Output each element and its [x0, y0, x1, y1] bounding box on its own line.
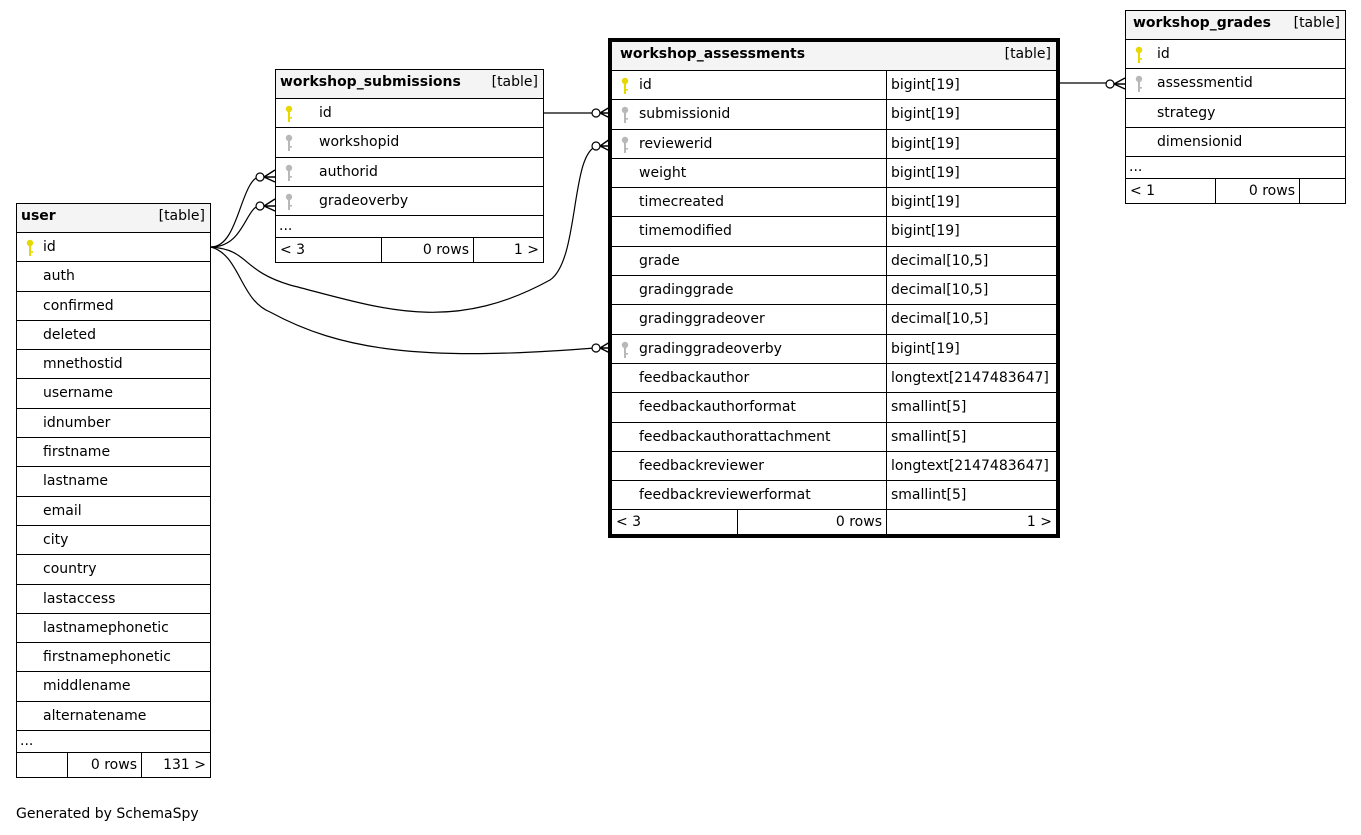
column-row[interactable]	[17, 350, 210, 379]
table-tag: [table]	[1004, 46, 1051, 62]
column-type: decimal[10,5]	[886, 305, 1056, 333]
column-row[interactable]	[612, 423, 1056, 452]
column-name: gradinggradeover	[639, 311, 765, 328]
column-name: id	[319, 105, 332, 121]
footer-children[interactable]	[1299, 179, 1345, 203]
column-name: city	[43, 531, 69, 548]
column-row[interactable]	[612, 100, 1056, 129]
column-row[interactable]	[612, 364, 1056, 393]
column-name: feedbackreviewerformat	[639, 487, 811, 504]
column-name: timemodified	[639, 223, 732, 240]
table-tag: [table]	[1293, 15, 1340, 31]
table-user[interactable]	[16, 203, 211, 778]
column-name: mnethostid	[43, 356, 123, 373]
column-name: middlename	[43, 678, 131, 695]
column-name: username	[43, 385, 113, 402]
column-row[interactable]	[17, 497, 210, 526]
table-workshop-submissions[interactable]	[275, 69, 544, 263]
column-row[interactable]	[612, 188, 1056, 217]
more-columns: ...	[17, 731, 210, 753]
crowfoot-marker	[264, 170, 275, 182]
column-row[interactable]	[1126, 128, 1345, 157]
column-row[interactable]	[17, 409, 210, 438]
table-tag: [table]	[491, 74, 538, 90]
primary-key-icon	[284, 105, 294, 123]
column-row[interactable]	[17, 643, 210, 672]
foreign-key-icon	[284, 134, 294, 152]
foreign-key-icon	[620, 106, 630, 124]
column-row[interactable]	[17, 526, 210, 555]
primary-key-icon	[620, 77, 630, 95]
column-row[interactable]	[17, 233, 210, 262]
column-name: feedbackreviewer	[639, 457, 764, 474]
footer-parents[interactable]	[17, 753, 67, 777]
footer-row-count: 0 rows	[737, 510, 886, 534]
column-type: smallint[5]	[886, 423, 1056, 451]
column-type: longtext[2147483647]	[886, 364, 1056, 392]
zero-marker	[592, 142, 600, 150]
table-name[interactable]: workshop_submissions	[280, 74, 461, 90]
column-row[interactable]	[612, 247, 1056, 276]
column-row[interactable]	[17, 292, 210, 321]
column-row[interactable]	[17, 585, 210, 614]
column-row[interactable]	[17, 555, 210, 584]
column-row[interactable]	[17, 321, 210, 350]
column-name: deleted	[43, 326, 96, 343]
column-type: longtext[2147483647]	[886, 452, 1056, 480]
zero-marker	[592, 109, 600, 117]
column-row[interactable]	[1126, 40, 1345, 69]
column-type: bigint[19]	[886, 130, 1056, 158]
zero-marker	[592, 344, 600, 352]
column-type: decimal[10,5]	[886, 276, 1056, 304]
table-name[interactable]: workshop_assessments	[620, 46, 806, 62]
column-name: feedbackauthor	[639, 369, 750, 386]
foreign-key-icon	[1134, 75, 1144, 93]
column-name: firstnamephonetic	[43, 649, 171, 666]
column-name: feedbackauthorformat	[639, 399, 796, 416]
column-name: timecreated	[639, 194, 724, 211]
primary-key-icon	[25, 239, 35, 257]
column-type: bigint[19]	[886, 71, 1056, 99]
column-row[interactable]	[612, 217, 1056, 246]
column-row[interactable]	[612, 335, 1056, 364]
zero-marker	[256, 173, 264, 181]
table-header[interactable]	[612, 42, 1056, 71]
zero-marker	[1106, 80, 1114, 88]
column-row[interactable]	[612, 276, 1056, 305]
footer-row-count: 0 rows	[381, 238, 473, 262]
column-name: dimensionid	[1157, 133, 1243, 150]
column-name: country	[43, 561, 97, 578]
table-footer	[276, 238, 543, 262]
column-name: assessmentid	[1157, 75, 1253, 92]
column-row[interactable]	[1126, 69, 1345, 98]
column-name: grade	[639, 252, 680, 269]
column-row[interactable]	[17, 614, 210, 643]
column-row[interactable]	[612, 130, 1056, 159]
foreign-key-icon	[284, 164, 294, 182]
column-name: gradinggradeoverby	[639, 340, 782, 357]
table-workshop-assessments[interactable]	[608, 38, 1060, 538]
more-columns: ...	[1126, 157, 1345, 179]
footer-parents[interactable]: < 3	[616, 514, 642, 531]
column-row[interactable]	[612, 481, 1056, 510]
column-type: bigint[19]	[886, 159, 1056, 187]
crowfoot-marker	[1114, 78, 1125, 89]
foreign-key-icon	[284, 193, 294, 211]
table-header[interactable]	[17, 204, 210, 233]
column-name: confirmed	[43, 297, 114, 314]
column-row[interactable]	[612, 71, 1056, 100]
rel-user-submissions-gradeoverby	[211, 205, 262, 247]
column-name: alternatename	[43, 707, 147, 724]
footer-row-count: 0 rows	[67, 753, 141, 777]
column-name: lastnamephonetic	[43, 619, 169, 636]
footer-row-count: 0 rows	[1215, 179, 1299, 203]
column-row[interactable]	[276, 158, 543, 187]
column-row[interactable]	[276, 187, 543, 216]
table-name[interactable]: user	[21, 208, 56, 224]
column-type: decimal[10,5]	[886, 247, 1056, 275]
column-type: bigint[19]	[886, 188, 1056, 216]
table-tag: [table]	[158, 208, 205, 224]
column-name: feedbackauthorattachment	[639, 428, 831, 445]
more-columns: ...	[276, 216, 543, 238]
column-name: idnumber	[43, 414, 111, 431]
table-footer	[17, 753, 210, 777]
column-type: bigint[19]	[886, 217, 1056, 245]
column-type: smallint[5]	[886, 481, 1056, 509]
column-row[interactable]	[276, 99, 543, 128]
table-header[interactable]	[276, 70, 543, 99]
footer-children[interactable]: 131 >	[141, 753, 210, 777]
column-name: id	[43, 239, 56, 255]
column-name: reviewerid	[639, 135, 713, 152]
footer-children[interactable]: 1 >	[886, 510, 1056, 534]
column-name: auth	[43, 268, 75, 285]
table-workshop-grades[interactable]	[1125, 10, 1346, 204]
footer-children[interactable]: 1 >	[473, 238, 543, 262]
column-row[interactable]	[17, 672, 210, 701]
column-type: bigint[19]	[886, 335, 1056, 363]
column-type: bigint[19]	[886, 100, 1056, 128]
column-name: strategy	[1157, 104, 1216, 121]
column-row[interactable]	[276, 128, 543, 157]
table-name[interactable]: workshop_grades	[1133, 15, 1271, 31]
column-row[interactable]	[612, 305, 1056, 334]
column-name: weight	[639, 164, 687, 181]
primary-key-icon	[1134, 46, 1144, 64]
column-name: firstname	[43, 444, 111, 461]
table-footer	[1126, 179, 1345, 203]
column-name: lastname	[43, 473, 108, 490]
column-name: workshopid	[319, 134, 400, 151]
column-row[interactable]	[17, 379, 210, 408]
column-name: gradinggrade	[639, 282, 734, 299]
column-row[interactable]	[17, 262, 210, 291]
foreign-key-icon	[620, 341, 630, 359]
column-name: submissionid	[639, 106, 731, 123]
column-row[interactable]	[17, 438, 210, 467]
rel-user-submissions-authorid	[211, 176, 262, 247]
column-row[interactable]	[17, 467, 210, 496]
table-footer	[612, 510, 1056, 534]
crowfoot-marker	[264, 199, 275, 211]
column-row[interactable]	[17, 702, 210, 731]
column-type: smallint[5]	[886, 393, 1056, 421]
zero-marker	[256, 202, 264, 210]
column-row[interactable]	[612, 393, 1056, 422]
column-name: authorid	[319, 163, 378, 180]
footer-parents[interactable]: < 3	[280, 242, 306, 259]
foreign-key-icon	[620, 136, 630, 154]
column-row[interactable]	[612, 452, 1056, 481]
table-header[interactable]	[1126, 11, 1345, 40]
column-row[interactable]	[1126, 99, 1345, 128]
generated-by-label: Generated by SchemaSpy	[16, 806, 199, 822]
column-name: lastaccess	[43, 590, 116, 607]
column-name: email	[43, 502, 82, 519]
column-name: id	[639, 77, 652, 93]
footer-parents[interactable]: < 1	[1130, 183, 1156, 200]
column-name: id	[1157, 46, 1170, 62]
column-row[interactable]	[612, 159, 1056, 188]
column-name: gradeoverby	[319, 192, 409, 209]
